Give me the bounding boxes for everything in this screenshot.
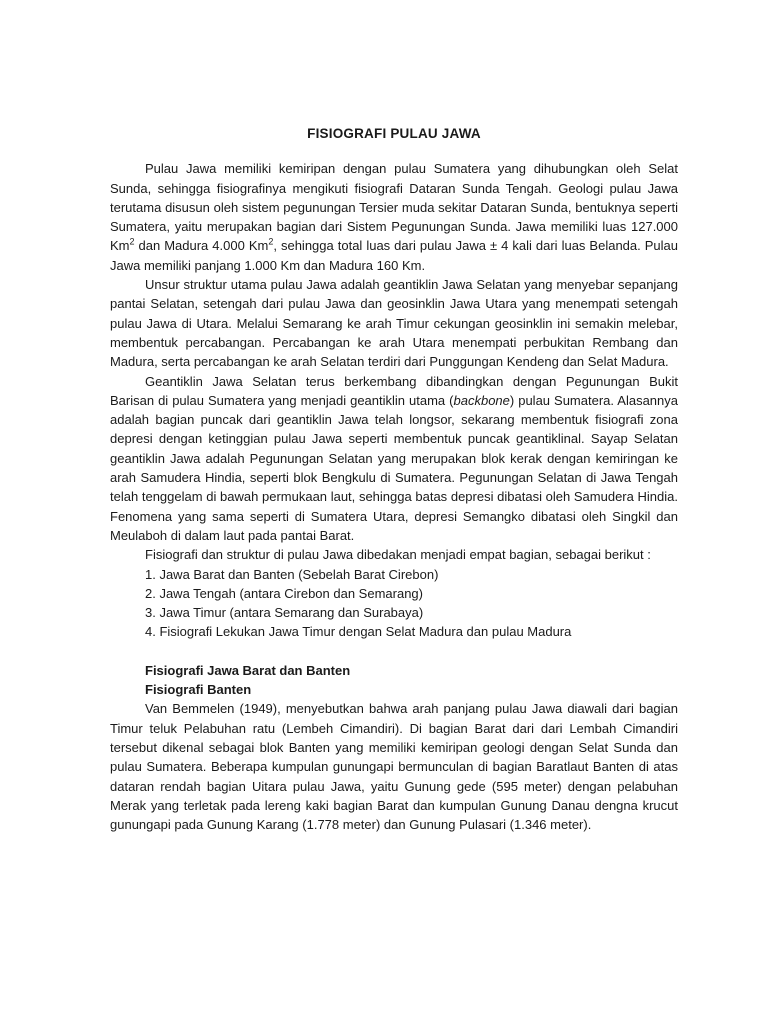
divisions-list xyxy=(110,565,678,642)
list-item: 3. Jawa Timur (antara Semarang dan Surabaya) xyxy=(145,605,424,621)
paragraph-structure: Unsur struktur utama pulau Jawa adalah geantiklin Jawa Selatan yang menyebar sepanjang pantai Selatan, setengah dari pulau Jawa dan geosinklin Jawa Utara yang menempati setengah pulau Jawa di Utara. Melalui Semarang ke arah Timur cekungan geosinklin ini semakin melebar, membentuk percabangan. Percabangan ke arah Utara menempati perbukitan Rembang dan Madura, serta percabangan ke arah Selatan terdiri dari Punggungan Kendeng dan Selat Madura. xyxy=(110,277,678,370)
superscript-2: 2 xyxy=(129,237,135,248)
paragraph-geantiklin xyxy=(110,372,678,546)
document-title: FISIOGRAFI PULAU JAWA xyxy=(307,126,481,141)
paragraph-intro-text-b: dan Madura 4.000 Km xyxy=(134,238,269,254)
paragraph-banten: Van Bemmelen (1949), menyebutkan bahwa arah panjang pulau Jawa diawali dari bagian Timur teluk Pelabuhan ratu (Lembeh Cimandiri). Di bagian Barat dari dari Lembah Cimandiri tersebut dikenal sebagai blok Banten yang memiliki kemiripan geologi dengan Selat Sunda dan pulau Sumatera. Beberapa kumpulan gunungapi bermunculan di bagian Baratlaut Banten di atas dataran rendah bagian Uitara pulau Jawa, yaitu Gunung gede (595 meter) dengan pelabuhan Merak yang terletak pada lereng kaki bagian Barat dan kumpulan Gunung Danau dengna krucut gunungapi pada Gunung Karang (1.778 meter) dan Gunung Pulasari (1.346 meter). xyxy=(110,701,678,833)
document-page xyxy=(110,124,678,834)
italic-term: backbone xyxy=(453,392,510,408)
subsection-heading: Fisiografi Banten xyxy=(145,682,252,698)
paragraph-geantiklin-text-b: ) pulau Sumatera. Alasannya adalah bagian puncak dari geantiklin Jawa telah longsor, sekarang membentuk fisiografi zona depresi dengan ketinggian pulau Jawa seperti membentuk puncak geantiklinal. Sayap Selatan geantiklin Jawa adalah Pegunungan Selatan yang merupakan blok kerak dengan kemiringan ke arah Samudera Hindia, seperti blok Bengkulu di Sumatera. Pegunungan Selatan di Jawa Tengah telah tenggelam di bawah permukaan laut, sehingga batas depresi dibatasi oleh Samudera Hindia. Fenomena yang sama seperti di Sumatera Utara, depresi Semangko dibatasi oleh Singkil dan Meulaboh di dalam laut pada pantai Barat. xyxy=(110,392,678,543)
paragraph-intro-text-c: , sehingga total luas dari pulau Jawa ± 4 kali dari luas Belanda. Pulau Jawa memiliki panjang 1.000 Km dan Madura 160 Km. xyxy=(110,238,679,273)
paragraph-geantiklin-text-a: Geantiklin Jawa Selatan terus berkembang dibandingkan dengan Pegunungan Bukit Barisan di pulau Sumatera yang menjadi geantiklin utama ( xyxy=(110,373,678,408)
paragraph-divisions: Fisiografi dan struktur di pulau Jawa dibedakan menjadi empat bagian, sebagai berikut : xyxy=(145,547,651,563)
paragraph-intro-text-a: Pulau Jawa memiliki kemiripan dengan pulau Sumatera yang dihubungkan oleh Selat Sunda, sehingga fisiografinya mengikuti fisiografi Dataran Sunda Tengah. Geologi pulau Jawa terutama disusun oleh sistem pegunungan Tersier muda sekitar Dataran Sunda, bentuknya seperti Sumatera, yaitu merupakan bagian dari Sistem Pegunungan Sunda. Jawa memiliki luas 127.000 Km xyxy=(110,161,678,254)
list-item: 4. Fisiografi Lekukan Jawa Timur dengan Selat Madura dan pulau Madura xyxy=(145,624,572,640)
list-item: 1. Jawa Barat dan Banten (Sebelah Barat Cirebon) xyxy=(145,566,439,582)
superscript-2: 2 xyxy=(268,237,274,248)
list-item: 2. Jawa Tengah (antara Cirebon dan Semarang) xyxy=(145,585,423,601)
paragraph-intro xyxy=(110,159,678,275)
section-heading: Fisiografi Jawa Barat dan Banten xyxy=(145,662,351,678)
